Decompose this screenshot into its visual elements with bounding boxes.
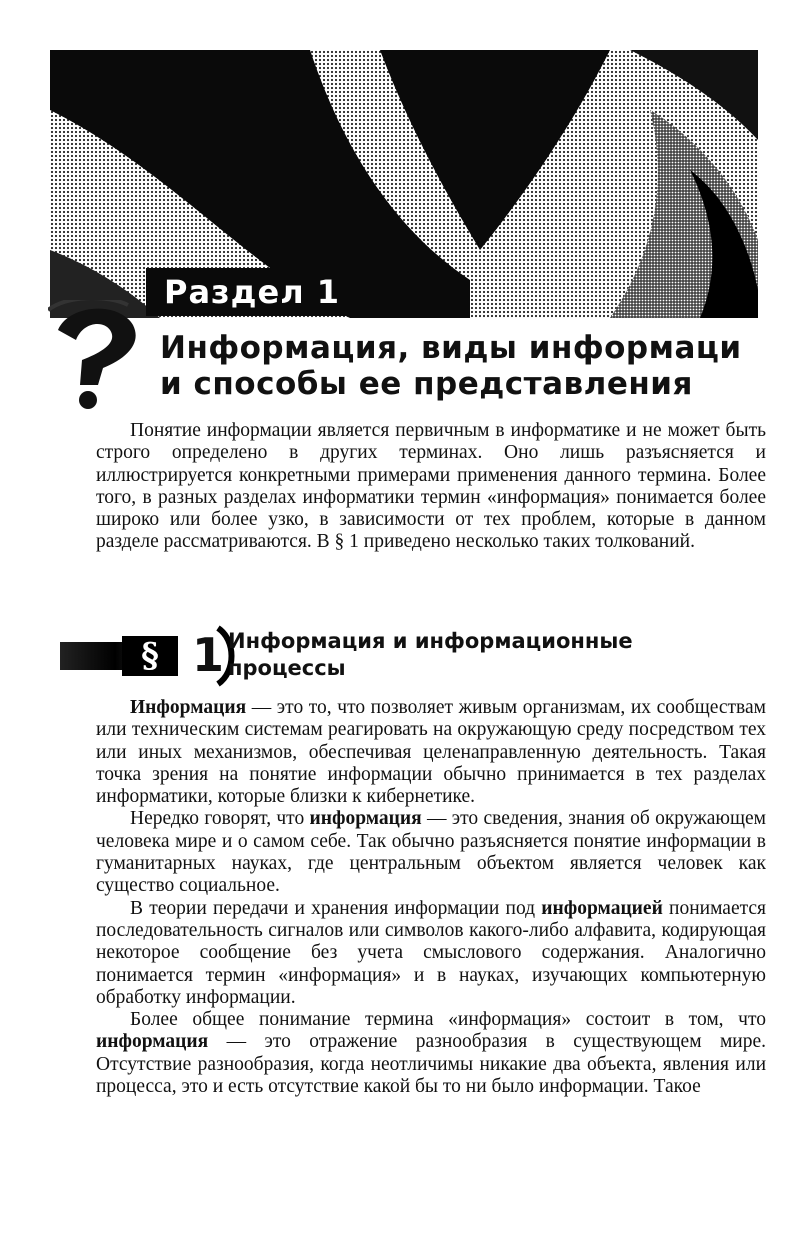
intro-paragraph: Понятие информации является первичным в информатике и не может быть строго определено в других терминах. Оно лишь разъясняется и иллюстрируется конкретными примерами применения данного термина. Более того, в разных разделах информатики термин «информация» понимается более широко или более узко, в зависимости от тех проблем, которые в данном разделе рассматриваются. В § 1 приведено несколько таких толкований.	[96, 420, 766, 553]
paragraph-title-line-1: Информация и информационные	[228, 629, 633, 653]
p1-text: — это то, что позволяет живым организмам, их сообществам или техническим системам реагировать на окружающую среду посредством тех или иных механизмов, обеспечивая целенаправленную деятельность. Такая точка зрения на понятие информации обычно принимается в тех разделах информатики, которые близки к кибернетике.	[96, 697, 766, 808]
paragraph-number: 1	[192, 628, 225, 682]
paragraph-sign: §	[122, 636, 178, 676]
paragraph-title-line-2: процессы	[228, 656, 346, 680]
chapter-title	[160, 330, 800, 402]
main-text	[96, 697, 766, 1098]
term-information: информация	[309, 808, 422, 830]
question-mark-icon	[48, 300, 148, 410]
body-paragraph-1	[96, 697, 766, 808]
paragraph-title	[228, 628, 768, 682]
term-information: информацией	[541, 897, 663, 919]
p4-start: Более общее понимание термина «информация» состоит в том, что	[130, 1009, 766, 1031]
p3-start: В теории передачи и хранения информации под	[130, 897, 542, 919]
p4-text: — это отражение разнообразия в существующем мире. Отсутствие разнообразия, когда неотличимы никакие два объекта, явления или процесса, это и есть отсутствие какой бы то ни было информации. Такое	[96, 1031, 766, 1098]
term-information: Информация	[130, 697, 247, 718]
intro-text	[96, 420, 766, 554]
p3-text: понимается последовательность сигналов или символов какого-либо алфавита, кодирующая некоторое сообщение без учета смыслового содержания. Аналогично понимается термин «информация» и в науках, изучающих компьютерную обработку информации.	[96, 897, 766, 1008]
body-paragraph-2	[96, 808, 766, 897]
body-paragraph-3	[96, 898, 766, 1009]
chapter-title-line-2: и способы ее представления	[160, 366, 693, 402]
p2-text: — это сведения, знания об окружающем человека мире и о самом себе. Так обычно разъясняется понятие информации в гуманитарных науках, где центральным объектом является человек как существо социальное.	[96, 808, 766, 897]
paragraph-heading	[60, 624, 780, 688]
chapter-title-line-1: Информация, виды информаци	[160, 330, 742, 366]
p2-start: Нередко говорят, что	[130, 808, 310, 830]
term-information: информация	[96, 1031, 209, 1053]
body-paragraph-4	[96, 1009, 766, 1098]
section-label: Раздел 1	[146, 268, 360, 316]
